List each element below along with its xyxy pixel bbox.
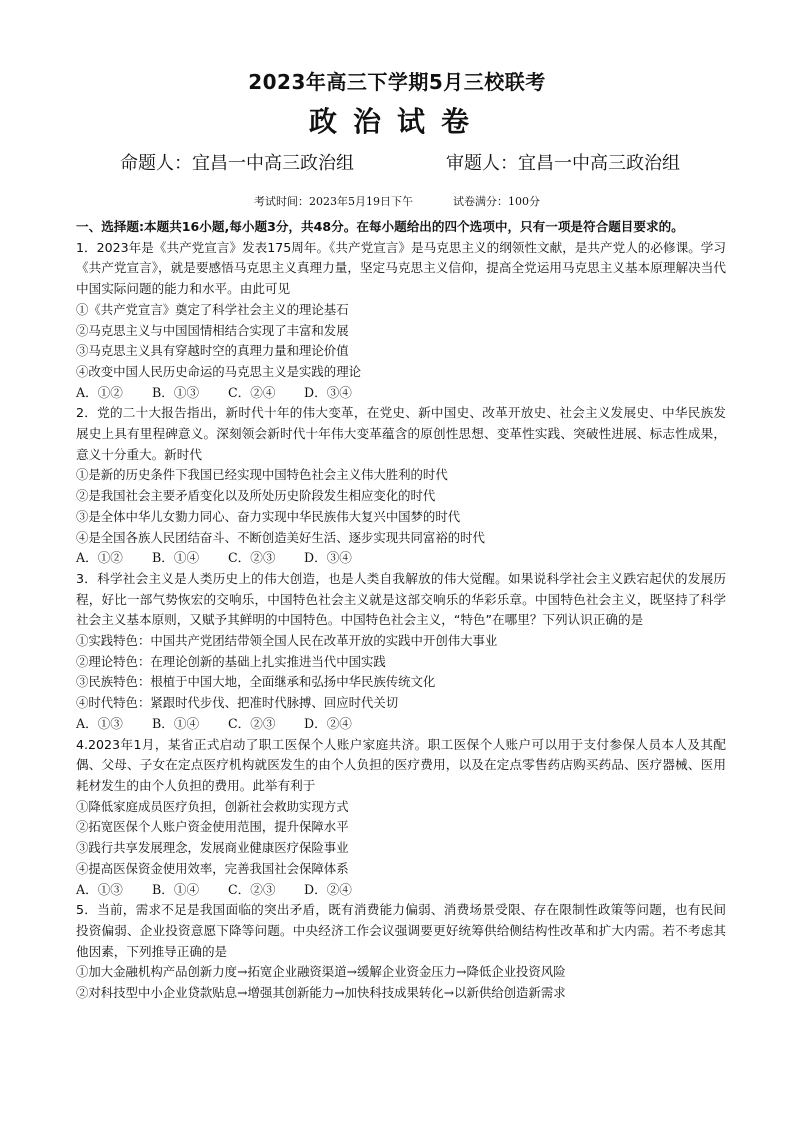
answer-d: D．③④ — [304, 384, 352, 400]
question-stem: 3．科学社会主义是人类历史上的伟大创造，也是人类自我解放的伟大觉醒。如果说科学社会主义跌宕起伏的发展历程，好比一部气势恢宏的交响乐，中国特色社会主义就是这部交响乐的华彩乐章。中国特色社会主义，既坚持了科学社会主义基本原则，又赋予其鲜明的中国特色。中国特色社会主义，“特色”在哪里？下列认识正确的是 — [76, 570, 726, 628]
answer-a: A．①② — [76, 550, 123, 566]
answer-b: B．①③ — [152, 384, 200, 400]
answer-choices — [76, 880, 726, 901]
answer-a: A．①③ — [76, 881, 123, 897]
question-5 — [76, 900, 726, 1004]
reviewer-text: 审题人：宜昌一中高三政治组 — [446, 153, 680, 174]
option-4: ④提高医保资金使用效率，完善我国社会保障体系 — [76, 860, 349, 876]
answer-b: B．①④ — [152, 715, 200, 731]
option-4: ④改变中国人民历史命运的马克思主义是实践的理论 — [76, 363, 361, 379]
question-3 — [76, 569, 726, 735]
answer-d: D．②④ — [304, 881, 352, 897]
full-score: 试卷满分：100分 — [453, 195, 540, 208]
option-2: ②对科技型中小企业贷款贴息→增强其创新能力→加快科技成果转化→以新供给创造新需求 — [76, 985, 566, 1001]
option-4: ④是全国各族人民团结奋斗、不断创造美好生活、逐步实现共同富裕的时代 — [76, 529, 485, 545]
option-1: ①实践特色：中国共产党团结带领全国人民在改革开放的实践中开创伟大事业 — [76, 633, 498, 649]
option-1: ①是新的历史条件下我国已经实现中国特色社会主义伟大胜利的时代 — [76, 467, 448, 483]
option-1: ①降低家庭成员医疗负担，创新社会救助实现方式 — [76, 798, 349, 814]
option-3: ③践行共享发展理念，发展商业健康医疗保险事业 — [76, 840, 349, 856]
question-4 — [76, 735, 726, 901]
question-stem: 4.2023年1月，某省正式启动了职工医保个人账户家庭共济。职工医保个人账户可以用于支付参保人员本人及其配偶、父母、子女在定点医疗机构就医发生的由个人负担的医疗费用，以及在定点零售药店购买药品、医疗器械、医用耗材发生的由个人负担的费用。此举有利于 — [76, 736, 726, 793]
option-3: ③马克思主义具有穿越时空的真理力量和理论价值 — [76, 343, 349, 359]
option-1: ①加大金融机构产品创新力度→拓宽企业融资渠道→缓解企业资金压力→降低企业投资风险 — [76, 964, 566, 980]
exam-time: 考试时间：2023年5月19日下午 — [254, 195, 413, 208]
option-2: ②是我国社会主要矛盾变化以及所处历史阶段发生相应变化的时代 — [76, 488, 436, 504]
option-3: ③是全体中华儿女勠力同心、奋力实现中华民族伟大复兴中国梦的时代 — [76, 508, 461, 524]
section-heading: 一、选择题:本题共16小题,每小题3分，共48分。在每小题给出的四个选项中，只有一项是符合题目要求的。 — [76, 219, 684, 234]
answer-c: C．②③ — [228, 550, 276, 566]
question-1 — [76, 238, 726, 404]
author-line — [120, 149, 700, 175]
option-1: ①《共产党宣言》奠定了科学社会主义的理论基石 — [76, 301, 349, 317]
answer-d: D．③④ — [304, 550, 352, 566]
question-stem: 2．党的二十大报告指出，新时代十年的伟大变革，在党史、新中国史、改革开放史、社会主义发展史、中华民族发展史上具有里程碑意义。深刻领会新时代十年伟大变革蕴含的原创性思想、变革性实践、突破性进展、标志性成果，意义十分重大。新时代 — [76, 405, 726, 462]
exam-title: 2023年高三下学期5月三校联考 — [248, 70, 546, 94]
answer-choices — [76, 383, 726, 404]
option-3: ③民族特色：根植于中国大地，全面继承和弘扬中华民族传统文化 — [76, 674, 436, 690]
answer-b: B．①④ — [152, 550, 200, 566]
answer-c: C．②④ — [228, 384, 276, 400]
question-stem: 1．2023年是《共产党宣言》发表175周年。《共产党宣言》是马克思主义的纲领性文献，是共产党人的必修课。学习《共产党宣言》，就是要感悟马克思主义真理力量，坚定马克思主义信仰，提高全党运用马克思主义基本原理解决当代中国实际问题的能力和水平。由此可见 — [76, 239, 726, 297]
exam-content — [76, 217, 726, 1004]
option-2: ②马克思主义与中国国情相结合实现了丰富和发展 — [76, 322, 349, 338]
answer-choices — [76, 548, 726, 569]
answer-d: D．②④ — [304, 715, 352, 731]
subject-title: 政治试卷 — [308, 105, 485, 138]
question-2 — [76, 403, 726, 569]
answer-c: C．②③ — [228, 881, 276, 897]
answer-a: A．①② — [76, 384, 123, 400]
option-4: ④时代特色：紧跟时代步伐、把准时代脉搏、回应时代关切 — [76, 695, 399, 711]
option-2: ②拓宽医保个人账户资金使用范围，提升保障水平 — [76, 819, 349, 835]
answer-a: A．①③ — [76, 715, 123, 731]
exam-meta — [0, 193, 794, 209]
option-2: ②理论特色：在理论创新的基础上扎实推进当代中国实践 — [76, 653, 386, 669]
author-text: 命题人：宜昌一中高三政治组 — [120, 153, 354, 174]
answer-c: C．②③ — [228, 715, 276, 731]
question-stem: 5．当前，需求不足是我国面临的突出矛盾，既有消费能力偏弱、消费场景受限、存在限制性政策等问题，也有民间投资偏弱、企业投资意愿下降等问题。中央经济工作会议强调要更好统筹供给侧结构性改革和扩大内需。若不考虑其他因素，下列推导正确的是 — [76, 902, 726, 959]
answer-b: B．①④ — [152, 881, 200, 897]
answer-choices — [76, 714, 726, 735]
